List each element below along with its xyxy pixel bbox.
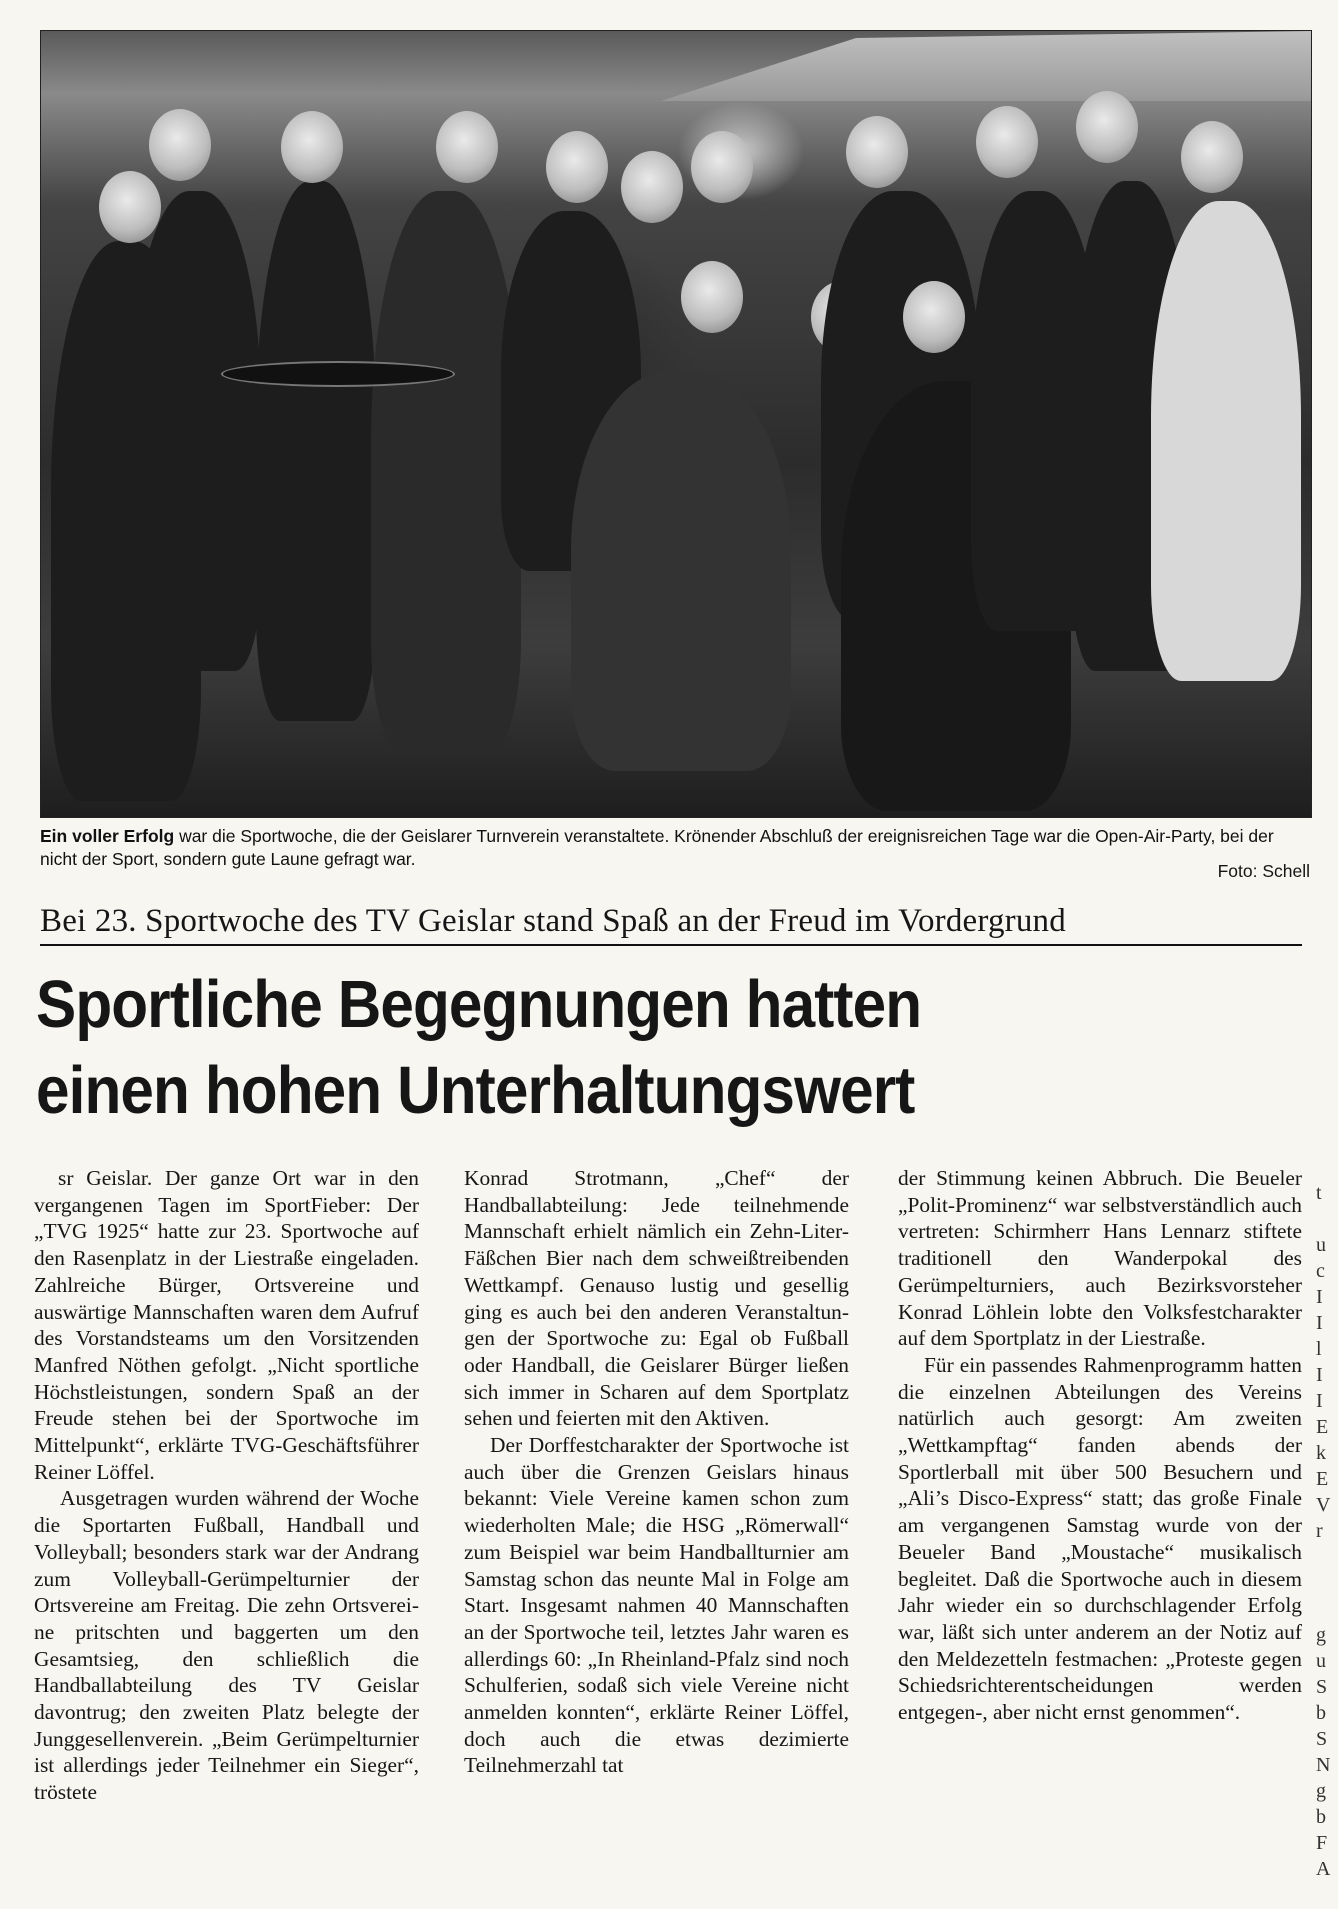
person-face [681,261,743,333]
bar-table [221,361,455,387]
person-face [691,131,753,203]
caption-lead: Ein voller Erfolg [40,826,175,846]
person-figure [1151,201,1301,681]
article-column-1 [34,1165,419,1806]
headline-line-1: Sportliche Begegnungen hatten [36,967,922,1042]
headline-line-2: einen hohen Unterhaltungswert [36,1053,915,1128]
person-figure [131,191,261,671]
paragraph: Ausgetragen wurden während der Woche die Sportarten Fußball, Handball und Volleyball; besonders stark war der Andrang zum Volleyball-Gerümpelturnier der Ortsvereine am Freitag. Die zehn Ortsvereine pritschten und baggerten um den Gesamtsieg, den schließlich die Handballabteilung des TV Geislar davontrug; den zweiten Platz belegte der Junggesellenverein. „Beim Gerümpelturnier ist allerdings jeder Teilnehmer ein Sieger“, tröstete [34,1486,419,1805]
person-face [149,109,211,181]
person-face [546,131,608,203]
article-column-3 [898,1165,1302,1726]
person-figure [256,181,376,721]
party-tent [661,31,1311,101]
photo-credit: Foto: Schell [1217,861,1310,881]
person-face [846,116,908,188]
headline [36,962,1188,1134]
paragraph: sr Geislar. Der ganze Ort war in den vergangenen Tagen im SportFieber: Der „TVG 1925“ hatte zur 23. Sportwoche auf den Rasenplatz in der Liestraße eingeladen. Zahlreiche Bürger, Ortsvereine und auswärtige Mannschaften waren dem Aufruf des Vorstandsteams um den Vorsitzenden Manfred Nöthen gefolgt. „Nicht sportliche Höchstleistungen, sondern Spaß an der Freude stehen bei der Sportwoche im Mittelpunkt“, erklärte TVG-Geschäftsführer Reiner Löffel. [34,1166,419,1484]
article-photo [40,30,1312,818]
person-face [99,171,161,243]
person-face [1076,91,1138,163]
person-figure [371,191,521,751]
person-face [281,111,343,183]
person-face [1181,121,1243,193]
kicker-line: Bei 23. Sportwoche des TV Geislar stand Spaß an der Freud im Vordergrund [40,900,1302,946]
paragraph: Für ein passendes Rahmenprogramm hatten die einzelnen Abteilungen des Vereins natürlich auch gesorgt: Am zweiten „Wettkampftag“ fanden abends der Sportlerball mit über 500 Besuchern und „Ali’s Disco-Express“ statt; das große Finale am vergangenen Samstag wurde von der Beueler Band „Moustache“ musikalisch begleitet. Daß die Sportwoche auch in diesem Jahr wieder ein so durchschlagender Erfolg war, läßt sich unter anderem an der Notiz auf den Meldezetteln festmachen: „Proteste gegen Schiedsrichterentscheidungen werden entgegen-, aber nicht ernst genommen“. [898,1352,1302,1725]
article-column-2 [464,1165,849,1779]
person-face [976,106,1038,178]
person-face [621,151,683,223]
person-figure [571,371,791,771]
person-face [903,281,965,353]
adjacent-article-edge: t u c I I l I I E k E V r g u S b S N g b F A [1316,1182,1331,1880]
paragraph: der Stimmung keinen Abbruch. Die Beueler „Polit-Prominenz“ war selbstverständlich auch vertreten: Schirmherr Hans Lennarz stiftete traditionell den Wanderpokal des Gerümpelturniers, auch Bezirksvorsteher Konrad Löhlein lobte den Volksfestcharakter auf dem Sportplatz in der Liestraße. [898,1166,1302,1351]
paragraph: Konrad Strotmann, „Chef“ der Handballabteilung: Jede teilnehmende Mannschaft erhielt nämlich ein Zehn-Liter-Fäßchen Bier nach dem schweißtreibenden Wettkampf. Genauso lustig und gesellig ging es auch bei den anderen Veranstaltungen der Sportwoche zu: Egal ob Fußball oder Handball, die Geislarer Bürger ließen sich immer in Scharen auf dem Sportplatz sehen und feierten mit den Aktiven. [464,1166,849,1431]
paragraph: Der Dorffestcharakter der Sportwoche ist auch über die Grenzen Geislars hinaus bekannt: Viele Vereine kamen schon zum wiederholten Male; die HSG „Römerwall“ zum Beispiel war beim Handballturnier am Samstag schon das neunte Mal in Folge am Start. Insgesamt nahmen 40 Mannschaften an der Sportwoche teil, letztes Jahr waren es allerdings 60: „In Rheinland-Pfalz sind noch Schulferien, sodaß sich viele Vereine nicht anmelden konnten“, erklärte Reiner Löffel, doch auch die etwas dezimierte Teilnehmerzahl tat [464,1433,849,1778]
photo-caption [40,825,1310,871]
caption-text: war die Sportwoche, die der Geislarer Turnverein veranstaltete. Krönender Abschluß der ereignisreichen Tage war die Open-Air-Party, bei der nicht der Sport, sondern gute Laune gefragt war. [40,826,1274,869]
person-face [436,111,498,183]
